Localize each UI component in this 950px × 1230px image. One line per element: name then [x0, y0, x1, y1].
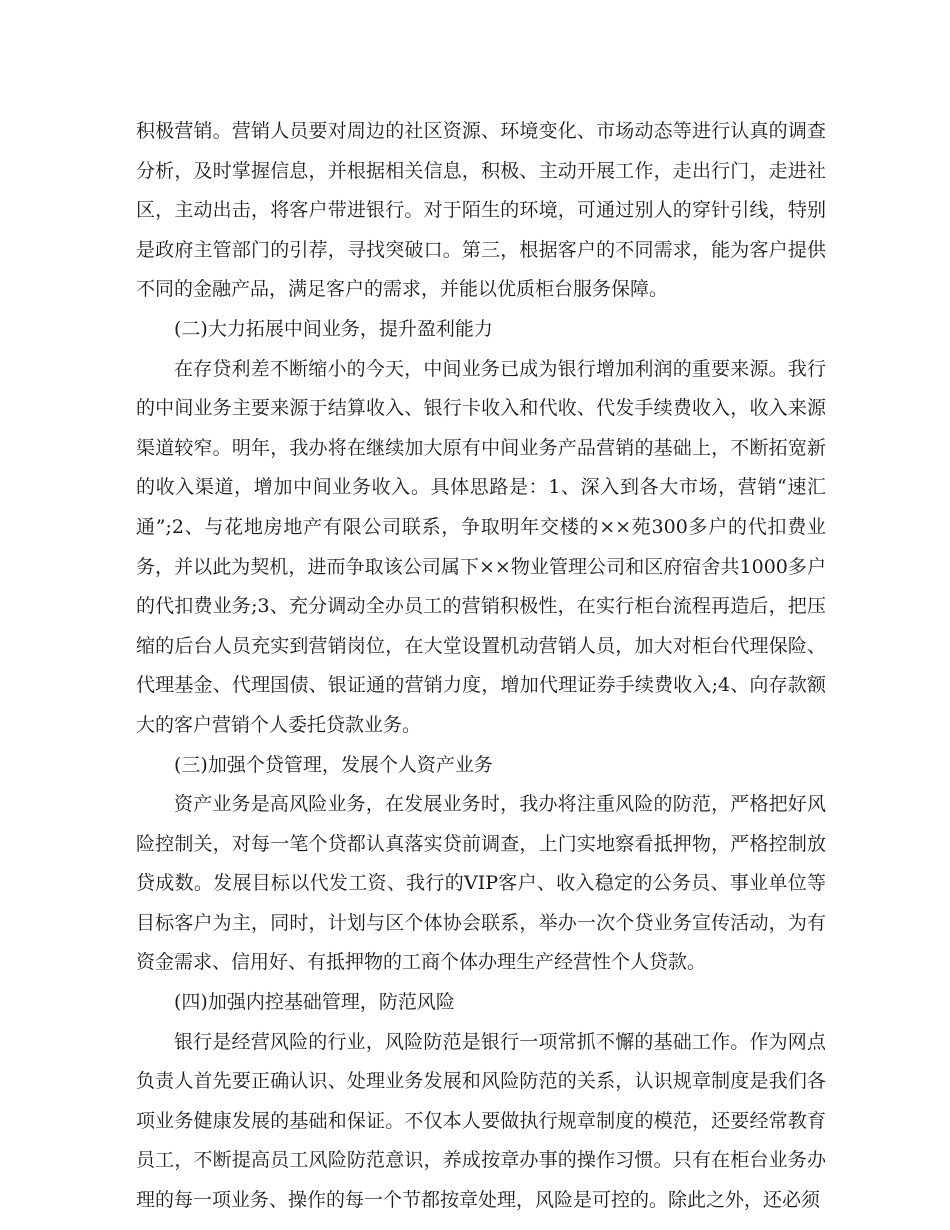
section-heading-2: (二)大力拓展中间业务，提升盈利能力: [174, 317, 493, 340]
body-paragraph-4: 银行是经营风险的行业，风险防范是银行一项常抓不懈的基础工作。作为网点负责人首先要正确认识、处理业务发展和风险防范的关系，认识规章制度是我们各项业务健康发展的基础和保证。不仅本人要做执行规章制度的模范，还要经常教育员工，不断提高员工风险防范意识，养成按章办事的操作习惯。只有在柜台业务办理的每一项业务、操作的每一个节都按章处理，风险是可控的。除此之外，还必须: [136, 1030, 826, 1212]
section-heading-4: (四)加强内控基础管理，防范风险: [174, 991, 455, 1014]
section-heading-3: (三)加强个贷管理，发展个人资产业务: [174, 753, 493, 776]
body-paragraph-3: 资产业务是高风险业务，在发展业务时，我办将注重风险的防范，严格把好风险控制关，对每一笔个贷都认真落实贷前调查，上门实地察看抵押物，严格控制放贷成数。发展目标以代发工资、我行的VIP客户、收入稳定的公务员、事业单位等目标客户为主，同时，计划与区个体协会联系，举办一次个贷业务宣传活动，为有资金需求、信用好、有抵押物的工商个体办理生产经营性个人贷款。: [136, 793, 826, 974]
body-paragraph-1: 积极营销。营销人员要对周边的社区资源、环境变化、市场动态等进行认真的调查分析，及时掌握信息，并根据相关信息，积极、主动开展工作，走出行门，走进社区，主动出击，将客户带进银行。对于陌生的环境，可通过别人的穿针引线，特别是政府主管部门的引荐，寻找突破口。第三，根据客户的不同需求，能为客户提供不同的金融产品，满足客户的需求，并能以优质柜台服务保障。: [136, 120, 826, 301]
document-page: [136, 112, 826, 1221]
body-paragraph-2: 在存贷利差不断缩小的今天，中间业务已成为银行增加利润的重要来源。我行的中间业务主要来源于结算收入、银行卡收入和代收、代发手续费收入，收入来源渠道较窄。明年，我办将在继续加大原有中间业务产品营销的基础上，不断拓宽新的收入渠道，增加中间业务收入。具体思路是：1、深入到各大市场，营销“速汇通”;2、与花地房地产有限公司联系，争取明年交楼的××苑300多户的代扣费业务，并以此为契机，进而争取该公司属下××物业管理公司和区府宿舍共1000多户的代扣费业务;3、充分调动全办员工的营销积极性，在实行柜台流程再造后，把压缩的后台人员充实到营销岗位，在大堂设置机动营销人员，加大对柜台代理保险、代理基金、代理国债、银证通的营销力度，增加代理证券手续费收入;4、向存款额大的客户营销个人委托贷款业务。: [136, 357, 826, 736]
